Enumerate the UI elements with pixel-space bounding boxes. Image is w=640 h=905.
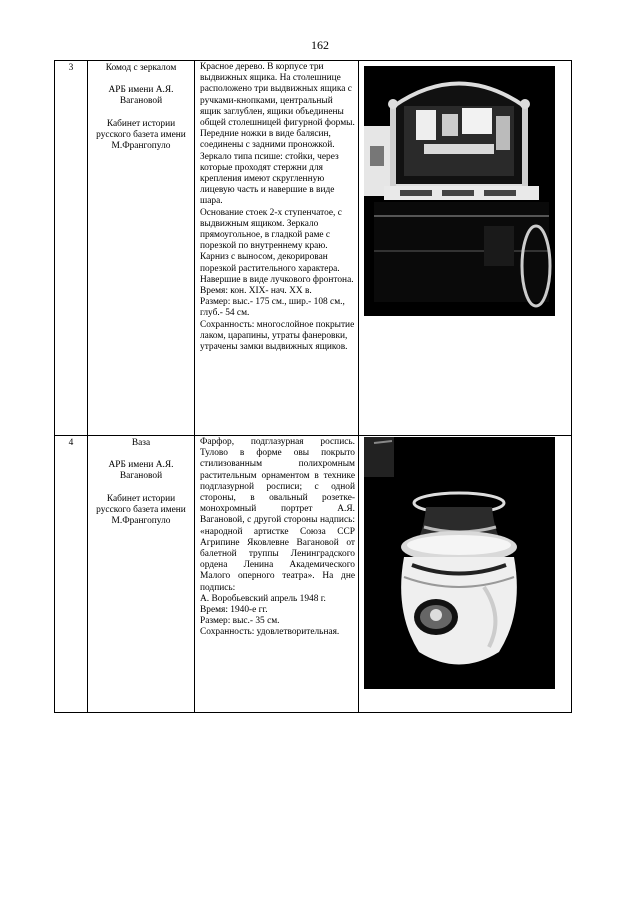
description-line: Размер: выс.- 175 см., шир.- 108 см., глуб.- 54 см. bbox=[200, 297, 345, 319]
item-location: Кабинет истории русского базета имени М.Франгопуло bbox=[96, 493, 186, 527]
item-description bbox=[195, 436, 359, 713]
item-number: 4 bbox=[55, 436, 88, 713]
item-name: Комод с зеркалом bbox=[105, 63, 177, 73]
item-name-cell bbox=[88, 436, 195, 713]
vase-photo bbox=[364, 437, 555, 689]
item-location: Кабинет истории русского базета имени М.Франгопуло bbox=[96, 118, 186, 152]
item-description bbox=[195, 61, 359, 436]
description-line: Сохранность: удовлетворительная. bbox=[200, 627, 340, 638]
description-line: Сохранность: многослойное покрытие лаком, царапины, утраты фанеровки, утрачены замки выдвижных ящиков. bbox=[200, 319, 355, 353]
description-line: Время: 1940-е гг. bbox=[200, 605, 268, 616]
description-line: Время: кон. XIX- нач. XX в. bbox=[200, 286, 312, 297]
description-line: Красное дерево. В корпусе три выдвижных ящика. На столешнице расположено три выдвижных ящика с ручками-кнопками, центральный ящик заглублен, ящики объединены общей столешницей фигурной формы. Передние ножки в виде балясин, соединены с задними проножкой. Зеркало типа псише: стойки, через которые проходят стержни для крепления имеют скругленную лицевую часть и навершие в виде шара. bbox=[200, 62, 355, 207]
description-line: А. Воробьевский апрель 1948 г. bbox=[200, 593, 326, 604]
description-line: Основание стоек 2-х ступенчатое, с выдвижным ящиком. Зеркало прямоугольное, в гладкой раме с порезкой по внутреннему краю. Карниз с выносом, декорирован порезкой растительного характера. Навершие в виде лучкового фронтона. bbox=[200, 207, 354, 285]
item-number: 3 bbox=[55, 61, 88, 436]
item-name-cell bbox=[88, 61, 195, 436]
catalog-table bbox=[54, 60, 572, 713]
description-line: Размер: выс.- 35 см. bbox=[200, 616, 280, 627]
chest-of-drawers-photo-image bbox=[364, 66, 555, 316]
description-line: Фарфор, подглазурная роспись. Тулово в форме овы покрыто стилизованным полихромным растительным орнаментом в технике подглазурной росписи; с одной стороны, в овальный розетке- монохромный портрет А.Я. Вагановой, с другой стороны надпись: «народной артистке Союза ССР Агрипине Яковлевне Вагановой от балетной труппы Ленинградского ордена Ленина Академического Малого оперного театра». На дне подпись: bbox=[200, 437, 355, 593]
vase-photo-image bbox=[364, 437, 555, 689]
item-photo-cell bbox=[359, 61, 572, 436]
chest-of-drawers-photo bbox=[364, 66, 555, 316]
table-row bbox=[55, 61, 572, 436]
table-row bbox=[55, 436, 572, 713]
page-number: 162 bbox=[311, 38, 329, 52]
item-photo-cell bbox=[359, 436, 572, 713]
item-name: Ваза bbox=[131, 438, 151, 448]
item-owner: АРБ имени А.Я. Вагановой bbox=[108, 460, 174, 482]
item-owner: АРБ имени А.Я. Вагановой bbox=[108, 85, 174, 107]
